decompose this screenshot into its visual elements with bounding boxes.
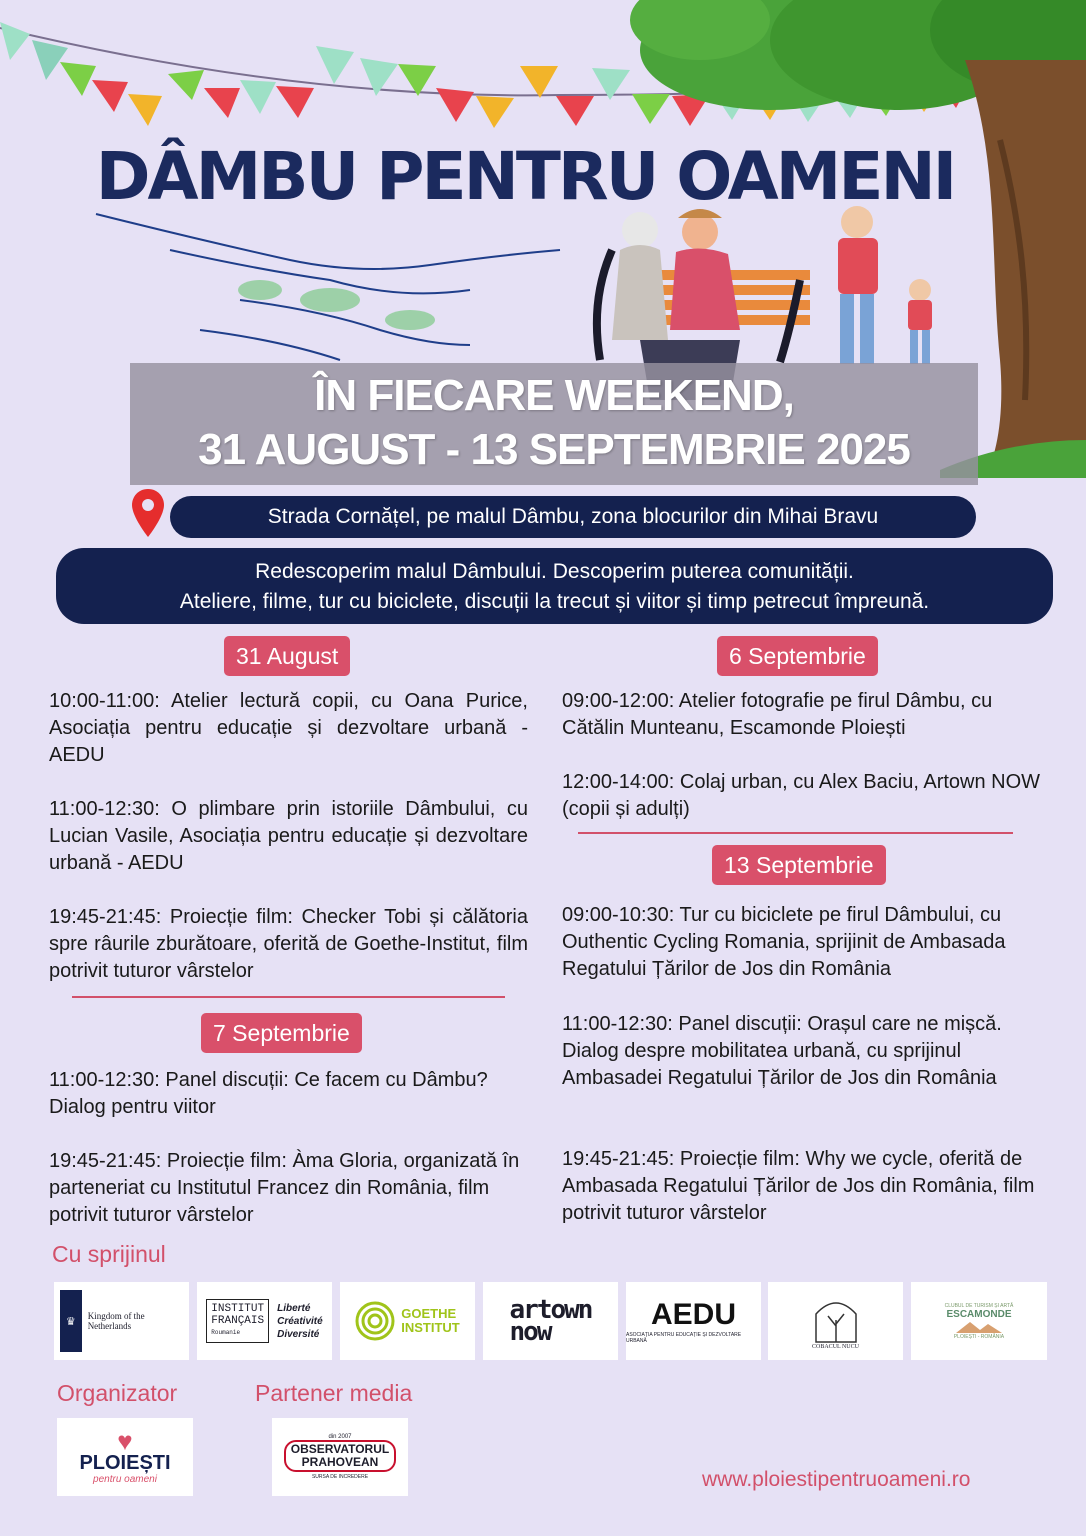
tree-arch-icon [811, 1292, 861, 1344]
organizer-label: Organizator [57, 1380, 178, 1406]
event-item: 11:00-12:30: Panel discuții: Ce facem cu Dâmbu? Dialog pentru viitor [49, 1069, 488, 1118]
intro-line-1: Redescoperim malul Dâmbului. Descoperim puterea comunității. [255, 560, 854, 583]
river-illustration [96, 214, 560, 360]
event-item: 19:45-21:45: Proiecție film: Checker Tobi și călătoria spre râurile zburătoare, oferită de Goethe-Institut, film potrivit tuturor vârstelor [49, 906, 528, 982]
intro-box [56, 548, 1053, 624]
date-badge-7-septembrie: 7 Septembrie [201, 1013, 362, 1053]
banner-line-1: ÎN FIECARE WEEKEND, [314, 371, 794, 420]
date-badge-31-august: 31 August [224, 636, 350, 676]
cobacul-nucu-logo: COBACUL NUCU [768, 1282, 903, 1360]
aedu-logo: AEDU ASOCIAȚIA PENTRU EDUCAȚIE ȘI DEZVOLTARE URBANĂ [626, 1282, 761, 1360]
event-item: 11:00-12:30: O plimbare prin istoriile Dâmbului, cu Lucian Vasile, Asociația pentru educație și dezvoltare urbană - AEDU [49, 798, 528, 874]
intro-line-2: Ateliere, filme, tur cu biciclete, discuții la trecut și viitor și timp petrecut împreună. [179, 590, 930, 613]
event-item: 10:00-11:00: Atelier lectură copii, cu Oana Purice, Asociația pentru educație și dezvoltare urbană - AEDU [49, 690, 528, 766]
website-link[interactable]: www.ploiestipentruoameni.ro [702, 1468, 971, 1491]
dates-banner [130, 363, 978, 485]
goethe-spiral-icon [355, 1301, 395, 1341]
event-item: 11:00-12:30: Panel discuții: Orașul care ne mișcă. Dialog despre mobilitatea urbană, cu sprijinul Ambasadei Regatului Țărilor de Jos din România [562, 1013, 1002, 1089]
date-badge-13-septembrie: 13 Septembrie [712, 845, 886, 885]
event-item: 09:00-12:00: Atelier fotografie pe firul Dâmbu, cu Cătălin Munteanu, Escamonde Ploiești [562, 690, 993, 739]
map-pin-icon [130, 487, 166, 539]
page-title: DÂMBU PENTRU OAMENI [95, 138, 955, 215]
event-item: 19:45-21:45: Proiecție film: Why we cycle, oferită de Ambasada Regatului Țărilor de Jos din România, film potrivit tuturor vârstelor [562, 1148, 1035, 1224]
goethe-institut-logo: GOETHE INSTITUT [340, 1282, 475, 1360]
location-pill: Strada Cornățel, pe malul Dâmbu, zona blocurilor din Mihai Bravu [170, 496, 976, 538]
institut-francais-logo: INSTITUT FRANÇAIS Roumanie Liberté Créativité Diversité [197, 1282, 332, 1360]
observatorul-prahovean-logo: din 2007 OBSERVATORUL PRAHOVEAN SURSA DE INCREDERE [272, 1418, 408, 1496]
banner-line-2: 31 AUGUST - 13 SEPTEMBRIE 2025 [198, 425, 910, 474]
heart-icon: ♥ [117, 1425, 133, 1456]
event-item: 09:00-10:30: Tur cu biciclete pe firul Dâmbului, cu Outhentic Cycling Romania, sprijinit de Ambasada Regatului Țărilor de Jos din România [562, 904, 1006, 980]
mountain-icon [954, 1320, 1004, 1334]
ploiesti-pentru-oameni-logo: ♥ PLOIEȘTI pentru oameni [57, 1418, 193, 1496]
media-partner-label: Partener media [255, 1380, 413, 1406]
netherlands-logo: ♛ Kingdom of the Netherlands [54, 1282, 189, 1360]
date-badge-6-septembrie: 6 Septembrie [717, 636, 878, 676]
artown-now-logo: artown now [483, 1282, 618, 1360]
section-divider [72, 996, 505, 998]
support-label: Cu sprijinul [52, 1241, 166, 1267]
escamonde-logo: CLUBUL DE TURISM ȘI ARTĂ ESCAMONDE PLOIEȘTI - ROMÂNIA [911, 1282, 1047, 1360]
grandfather-child-illustration [838, 206, 932, 364]
section-divider [578, 832, 1013, 834]
event-item: 19:45-21:45: Proiecție film: Àma Gloria, organizată în parteneriat cu Institutul Francez din România, film potrivit tuturor vârstelor [49, 1150, 520, 1226]
netherlands-crest-icon: ♛ [60, 1290, 82, 1352]
event-item: 12:00-14:00: Colaj urban, cu Alex Baciu, Artown NOW (copii și adulți) [562, 771, 1041, 820]
